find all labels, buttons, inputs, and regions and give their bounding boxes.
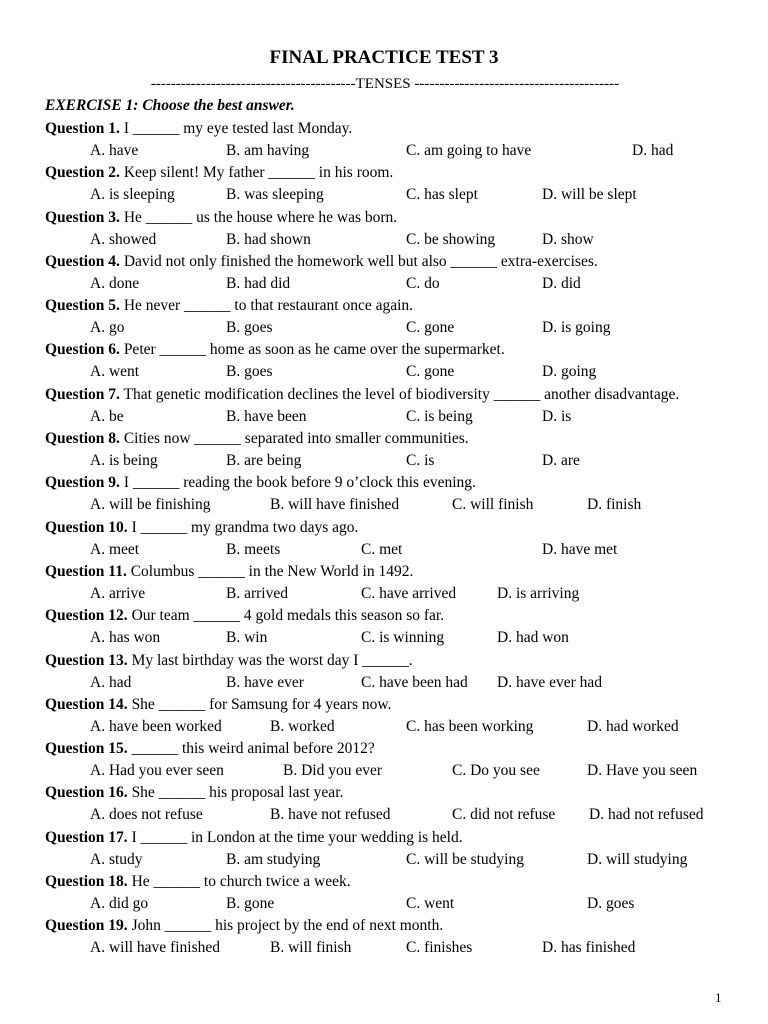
answer-option-d[interactable]: D. is [542, 407, 572, 425]
question-stem [45, 827, 463, 849]
answer-option-b[interactable]: B. have ever [226, 673, 304, 691]
answer-option-b[interactable]: B. are being [226, 452, 302, 470]
question-label: Question 11. [45, 562, 127, 580]
answer-options [0, 716, 768, 738]
question-item [0, 871, 768, 915]
answer-option-a[interactable]: A. went [90, 363, 140, 381]
question-label: Question 8. [45, 430, 120, 448]
question-stem [45, 339, 505, 361]
question-label: Question 4. [45, 252, 120, 270]
answer-options [0, 849, 768, 871]
answer-options [0, 361, 768, 383]
answer-option-d[interactable]: D. have met [542, 540, 618, 558]
question-stem [45, 118, 352, 140]
answer-options [0, 583, 768, 605]
question-stem [45, 207, 397, 229]
question-text: I ______ my eye tested last Monday. [119, 120, 353, 137]
question-item [0, 827, 768, 871]
question-label: Question 6. [45, 341, 120, 359]
answer-option-c[interactable]: C. has slept [406, 186, 478, 204]
answer-option-a[interactable]: A. had [90, 673, 132, 691]
question-text: ______ this weird animal before 2012? [127, 740, 375, 758]
answer-option-c[interactable]: C. gone [406, 319, 455, 337]
question-text: He never ______ to that restaurant once again. [119, 297, 414, 315]
question-label: Question 1. [45, 120, 120, 137]
question-item [0, 251, 768, 295]
answer-option-c[interactable]: C. is winning [361, 629, 445, 647]
answer-options [0, 273, 768, 295]
answer-options [0, 760, 768, 782]
question-label: Question 12. [45, 607, 128, 625]
answer-option-d[interactable]: D. goes [587, 895, 635, 913]
question-stem [45, 472, 476, 494]
answer-option-c[interactable]: C. be showing [406, 230, 496, 248]
question-text: Keep silent! My father ______ in his room. [119, 164, 394, 182]
question-stem [45, 915, 443, 937]
answer-option-a[interactable]: A. showed [90, 230, 157, 248]
answer-option-c[interactable]: C. will be studying [406, 850, 524, 868]
answer-option-c[interactable]: C. met [361, 540, 403, 558]
question-text: That genetic modification declines the level of biodiversity ______ another disadvantage. [119, 385, 680, 403]
question-label: Question 14. [45, 695, 128, 713]
question-item [0, 915, 768, 959]
answer-option-a[interactable]: A. does not refuse [90, 806, 203, 824]
question-stem [45, 650, 413, 672]
question-item [0, 384, 768, 428]
question-item [0, 738, 768, 782]
answer-option-b[interactable]: B. meets [226, 540, 281, 558]
answer-option-a[interactable]: A. go [90, 319, 125, 337]
question-text: I ______ my grandma two days ago. [127, 518, 359, 536]
question-text: He ______ us the house where he was born. [119, 208, 398, 226]
answer-options [0, 627, 768, 649]
answer-option-c[interactable]: C. Do you see [452, 762, 540, 780]
answer-option-b[interactable]: B. worked [270, 717, 335, 735]
answer-option-a[interactable]: A. done [90, 274, 140, 292]
answer-option-a[interactable]: A. did go [90, 895, 149, 913]
page-number: 1 [715, 990, 722, 1005]
question-item [0, 428, 768, 472]
answer-options [0, 184, 768, 206]
answer-option-a[interactable]: A. Had you ever seen [90, 762, 224, 780]
answer-option-a[interactable]: A. will have finished [90, 939, 221, 957]
answer-option-b[interactable]: B. win [226, 629, 268, 647]
answer-option-d[interactable]: D. did [542, 274, 581, 292]
answer-option-d[interactable]: D. show [542, 230, 594, 248]
question-text: Cities now ______ separated into smaller communities. [119, 430, 469, 448]
answer-option-d[interactable]: D. will studying [587, 850, 688, 868]
question-text: She ______ his proposal last year. [127, 784, 344, 802]
question-label: Question 2. [45, 164, 120, 182]
question-item [0, 694, 768, 738]
answer-option-b[interactable]: B. have been [226, 407, 307, 425]
question-label: Question 16. [45, 784, 128, 802]
answer-option-b[interactable]: B. am having [226, 142, 310, 159]
answer-option-a[interactable]: A. have [90, 142, 139, 159]
question-stem [45, 871, 351, 893]
question-item [0, 782, 768, 826]
question-item [0, 472, 768, 516]
answer-option-b[interactable]: B. will finish [270, 939, 352, 957]
question-item [0, 295, 768, 339]
answer-option-d[interactable]: D. finish [587, 496, 642, 514]
question-stem [45, 694, 391, 716]
question-stem [45, 162, 393, 184]
question-text: My last birthday was the worst day I ______. [127, 651, 413, 669]
question-item [0, 339, 768, 383]
question-stem [45, 738, 375, 760]
answer-options [0, 804, 768, 826]
question-label: Question 3. [45, 208, 120, 226]
answer-option-c[interactable]: C. am going to have [406, 142, 532, 159]
question-label: Question 19. [45, 917, 128, 935]
answer-options [0, 672, 768, 694]
answer-option-b[interactable]: B. goes [226, 363, 273, 381]
question-label: Question 18. [45, 873, 128, 891]
question-list [0, 118, 768, 960]
question-item [0, 650, 768, 694]
answer-options [0, 494, 768, 516]
answer-option-a[interactable]: A. study [90, 850, 143, 868]
answer-option-a[interactable]: A. have been worked [90, 717, 222, 735]
answer-options [0, 450, 768, 472]
question-text: I ______ reading the book before 9 o’clock this evening. [119, 474, 476, 492]
answer-option-d[interactable]: D. going [542, 363, 597, 381]
question-label: Question 13. [45, 651, 128, 669]
question-label: Question 9. [45, 474, 120, 492]
answer-option-d[interactable]: D. have ever had [497, 673, 603, 691]
answer-option-b[interactable]: B. was sleeping [226, 186, 324, 204]
answer-option-c[interactable]: C. is [406, 452, 435, 470]
answer-option-d[interactable]: D. will be slept [542, 186, 637, 204]
question-stem [45, 251, 598, 273]
question-stem [45, 428, 469, 450]
question-item [0, 561, 768, 605]
answer-options [0, 229, 768, 251]
answer-option-a[interactable]: A. meet [90, 540, 140, 558]
question-item [0, 605, 768, 649]
answer-option-d[interactable]: D. is arriving [497, 584, 580, 602]
answer-options [0, 406, 768, 428]
answer-option-b[interactable]: B. Did you ever [283, 762, 383, 780]
answer-option-d[interactable]: D. had [632, 142, 674, 159]
question-label: Question 17. [45, 828, 128, 846]
question-item [0, 207, 768, 251]
question-stem [45, 384, 679, 406]
answer-option-b[interactable]: B. am studying [226, 850, 321, 868]
answer-option-a[interactable]: A. be [90, 407, 124, 425]
question-label: Question 5. [45, 297, 120, 315]
answer-options [0, 893, 768, 915]
section-heading: -----------------------------------------TENSES ----------------------------------------- [150, 76, 620, 92]
answer-option-b[interactable]: B. had shown [226, 230, 311, 248]
answer-option-d[interactable]: D. had not refused [589, 806, 704, 824]
answer-options [0, 317, 768, 339]
question-text: John ______ his project by the end of next month. [127, 917, 444, 935]
answer-option-b[interactable]: B. goes [226, 319, 273, 337]
answer-options [0, 140, 768, 162]
question-label: Question 10. [45, 518, 128, 536]
question-text: Our team ______ 4 gold medals this season so far. [127, 607, 445, 625]
answer-option-d[interactable]: D. has finished [542, 939, 636, 957]
answer-option-a[interactable]: A. will be finishing [90, 496, 211, 514]
answer-option-b[interactable]: B. gone [226, 895, 275, 913]
question-stem [45, 605, 444, 627]
answer-option-a[interactable]: A. has won [90, 629, 161, 647]
question-text: Columbus ______ in the New World in 1492. [126, 562, 414, 580]
question-label: Question 15. [45, 740, 128, 758]
question-item [0, 162, 768, 206]
answer-option-d[interactable]: D. Have you seen [587, 762, 698, 780]
question-text: She ______ for Samsung for 4 years now. [127, 695, 392, 713]
answer-options [0, 539, 768, 561]
answer-option-b[interactable]: B. arrived [226, 584, 288, 602]
answer-option-c[interactable]: C. did not refuse [452, 806, 556, 824]
answer-option-c[interactable]: C. is being [406, 407, 473, 425]
question-item [0, 118, 768, 162]
question-text: Peter ______ home as soon as he came over the supermarket. [119, 341, 505, 359]
answer-option-b[interactable]: B. will have finished [270, 496, 400, 514]
answer-option-c[interactable]: C. have been had [361, 673, 468, 691]
answer-option-c[interactable]: C. has been working [406, 717, 534, 735]
answer-option-c[interactable]: C. went [406, 895, 455, 913]
question-stem [45, 561, 413, 583]
question-label: Question 7. [45, 385, 120, 403]
answer-option-c[interactable]: C. gone [406, 363, 455, 381]
question-text: David not only finished the homework well but also ______ extra-exercises. [119, 252, 598, 270]
answer-option-d[interactable]: D. had worked [587, 717, 679, 735]
answer-option-c[interactable]: C. have arrived [361, 584, 457, 602]
question-item [0, 517, 768, 561]
exercise-instruction: EXERCISE 1: Choose the best answer. [45, 97, 295, 114]
answer-options [0, 937, 768, 959]
answer-option-c[interactable]: C. will finish [452, 496, 534, 514]
answer-option-a[interactable]: A. is being [90, 452, 158, 470]
question-text: He ______ to church twice a week. [127, 873, 351, 891]
answer-option-b[interactable]: B. have not refused [270, 806, 391, 824]
answer-option-d[interactable]: D. had won [497, 629, 569, 647]
question-stem [45, 295, 413, 317]
answer-option-a[interactable]: A. arrive [90, 584, 146, 602]
page-title: FINAL PRACTICE TEST 3 [269, 47, 499, 68]
answer-option-c[interactable]: C. finishes [406, 939, 473, 957]
question-stem [45, 517, 358, 539]
question-text: I ______ in London at the time your wedding is held. [127, 828, 463, 846]
answer-option-a[interactable]: A. is sleeping [90, 186, 175, 204]
question-stem [45, 782, 343, 804]
answer-option-c[interactable]: C. do [406, 274, 440, 292]
answer-option-b[interactable]: B. had did [226, 274, 291, 292]
answer-option-d[interactable]: D. is going [542, 319, 611, 337]
answer-option-d[interactable]: D. are [542, 452, 580, 470]
